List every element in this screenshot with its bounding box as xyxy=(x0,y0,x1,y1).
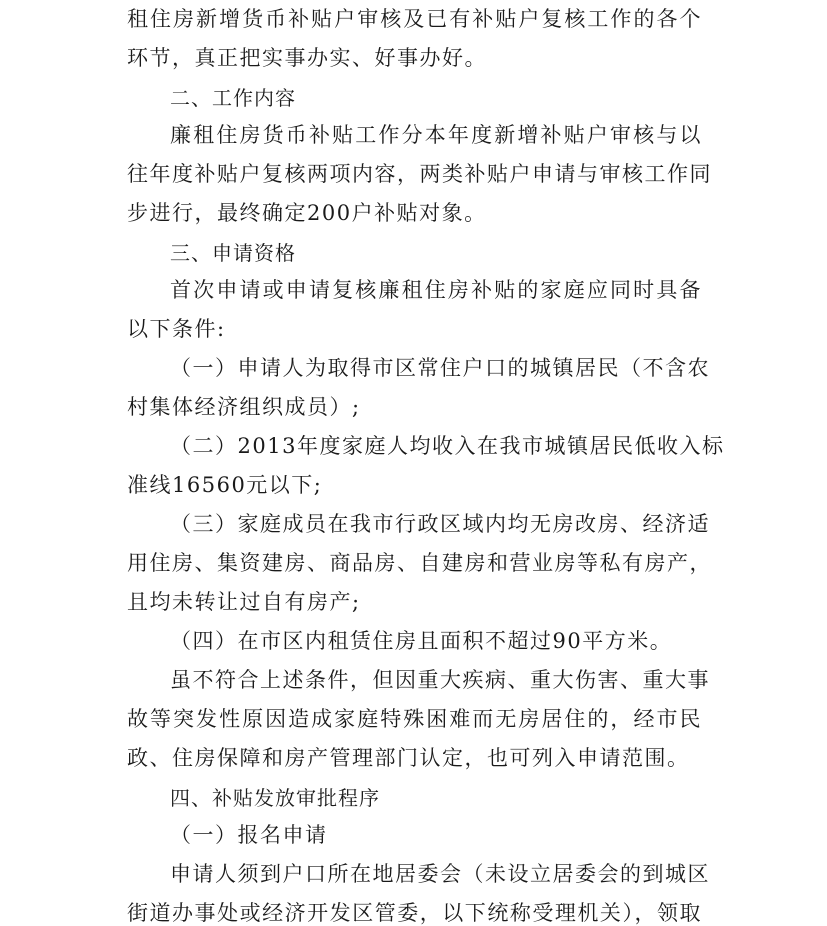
text-line: 首次申请或申请复核廉租住房补贴的家庭应同时具备 xyxy=(170,278,702,302)
section-heading: 二、工作内容 xyxy=(170,86,296,110)
text-line: （四）在市区内租赁住房且面积不超过90平方米。 xyxy=(170,629,673,653)
text-line: 步进行，最终确定200户补贴对象。 xyxy=(127,201,487,225)
text-line: 虽不符合上述条件，但因重大疾病、重大伤害、重大事 xyxy=(170,668,710,692)
text-line: 环节，真正把实事办实、好事办好。 xyxy=(127,46,487,70)
text-line: 往年度补贴户复核两项内容，两类补贴户申请与审核工作同 xyxy=(127,162,712,186)
text-line: 廉租住房货币补贴工作分本年度新增补贴户审核与以 xyxy=(170,123,702,147)
text-line: （一）申请人为取得市区常住户口的城镇居民（不含农 xyxy=(170,356,710,380)
section-heading: 四、补贴发放审批程序 xyxy=(170,786,380,810)
section-heading: 三、申请资格 xyxy=(170,241,296,265)
text-line: （二）2013年度家庭人均收入在我市城镇居民低收入标 xyxy=(170,434,725,458)
text-line: （一）报名申请 xyxy=(170,823,328,847)
text-line: 准线16560元以下; xyxy=(127,473,323,497)
text-line: 以下条件: xyxy=(127,317,226,341)
text-line: （三）家庭成员在我市行政区域内均无房改房、经济适 xyxy=(170,512,710,536)
text-line: 街道办事处或经济开发区管委，以下统称受理机关），领取 xyxy=(127,901,702,925)
text-line: 申请人须到户口所在地居委会（未设立居委会的到城区 xyxy=(170,862,710,886)
text-line: 且均未转让过自有房产; xyxy=(127,590,361,614)
text-line: 租住房新增货币补贴户审核及已有补贴户复核工作的各个 xyxy=(127,7,702,31)
text-line: 政、住房保障和房产管理部门认定，也可列入申请范围。 xyxy=(127,746,690,770)
text-line: 故等突发性原因造成家庭特殊困难而无房居住的，经市民 xyxy=(127,707,702,731)
text-line: 村集体经济组织成员）; xyxy=(127,395,361,419)
text-line: 用住房、集资建房、商品房、自建房和营业房等私有房产， xyxy=(127,551,712,575)
